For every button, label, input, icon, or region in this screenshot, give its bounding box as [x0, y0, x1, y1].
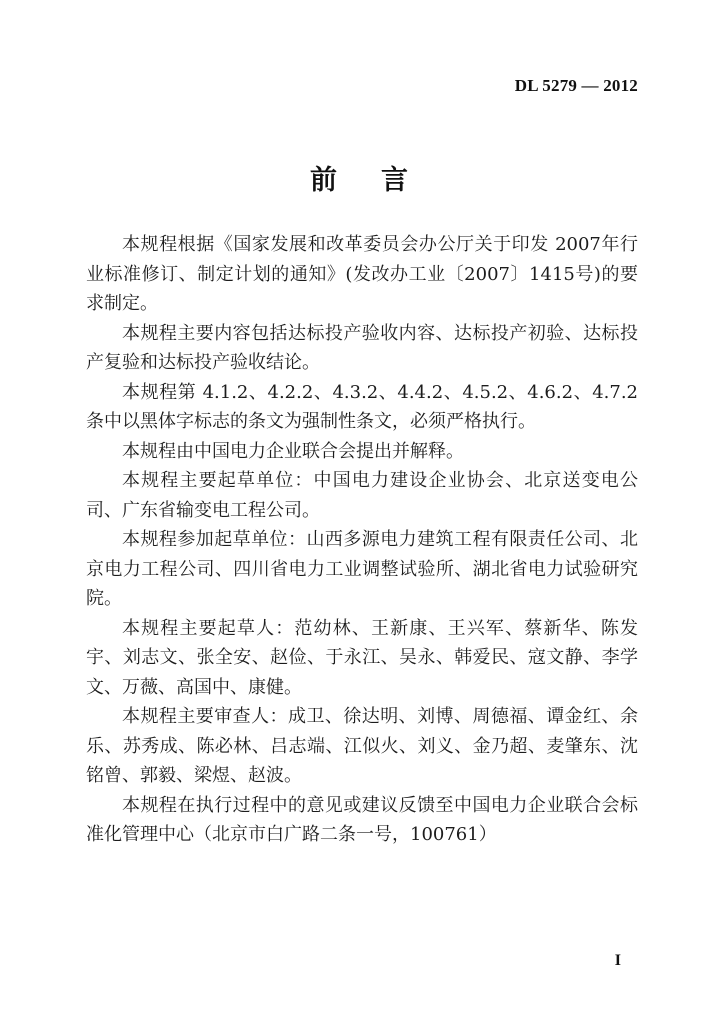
preface-body: [86, 230, 638, 850]
paragraph-participating-drafters-org: 本规程参加起草单位：山西多源电力建筑工程有限责任公司、北京电力工程公司、四川省电力工业调整试验所、湖北省电力试验研究院。: [86, 529, 638, 609]
paragraph-main-reviewers: 本规程主要审查人：成卫、徐达明、刘博、周德福、谭金红、余乐、苏秀成、陈必林、吕志端、江似火、刘义、金乃超、麦肇东、沈铭曾、郭毅、梁煜、赵波。: [86, 706, 638, 786]
standard-code: DL 5279 — 2012: [514, 76, 638, 95]
paragraph-main-drafters-org: 本规程主要起草单位：中国电力建设企业协会、北京送变电公司、广东省输变电工程公司。: [86, 470, 638, 521]
paragraph-interpretation: 本规程由中国电力企业联合会提出并解释。: [122, 440, 464, 462]
page-number: I: [614, 952, 621, 969]
paragraph-mandatory-clauses: 本规程第 4.1.2、4.2.2、4.3.2、4.4.2、4.5.2、4.6.2、4.7.2 条中以黑体字标志的条文为强制性条文，必须严格执行。: [86, 381, 638, 432]
page-title: 前言: [310, 165, 452, 196]
paragraph-main-drafters: 本规程主要起草人：范幼林、王新康、王兴军、蔡新华、陈发宇、刘志文、张全安、赵俭、于永江、吴永、韩爱民、寇文静、李学文、万薇、高国中、康健。: [86, 617, 638, 698]
paragraph-content: 本规程主要内容包括达标投产验收内容、达标投产初验、达标投产复验和达标投产验收结论。: [86, 322, 638, 373]
paragraph-feedback: 本规程在执行过程中的意见或建议反馈至中国电力企业联合会标准化管理中心（北京市白广路二条一号，100761）: [86, 794, 638, 845]
paragraph-basis: 本规程根据《国家发展和改革委员会办公厅关于印发 2007年行业标准修订、制定计划的通知》(发改办工业〔2007〕1415号)的要求制定。: [86, 234, 638, 314]
